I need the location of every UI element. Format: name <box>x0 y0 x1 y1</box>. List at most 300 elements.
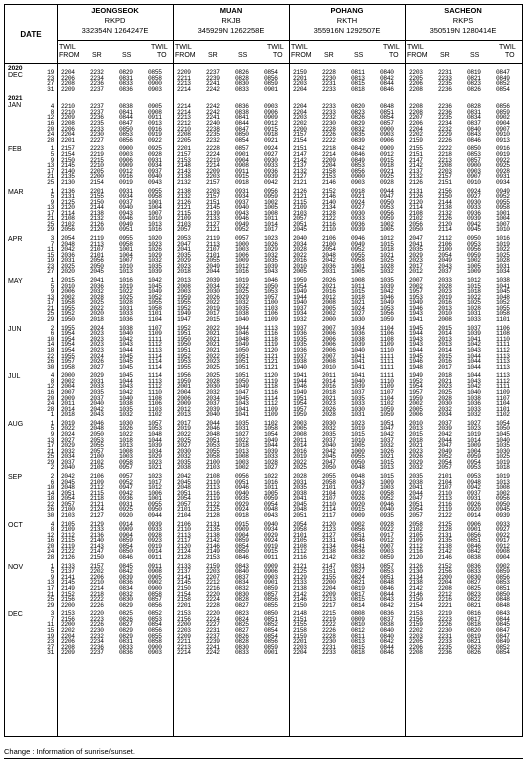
ss-cell: 0846 <box>467 542 481 550</box>
ss-cell: 1051 <box>235 358 249 366</box>
sr-cell: 2044 <box>438 436 452 444</box>
ss-cell: 0836 <box>119 649 133 657</box>
sr-cell: 2230 <box>90 626 104 634</box>
twil-to-cell: 0903 <box>148 85 162 93</box>
twil-to-cell: 0903 <box>264 103 278 111</box>
ss-cell: 0930 <box>351 209 365 217</box>
sr-cell: 2058 <box>322 478 336 486</box>
sr-cell: 2044 <box>206 419 220 427</box>
sr-cell: 2118 <box>90 495 104 503</box>
sr-cell: 2146 <box>322 178 336 186</box>
ss-cell: 1045 <box>119 358 133 366</box>
twil-to-cell: 1039 <box>148 268 162 276</box>
ss-cell: 0823 <box>467 643 481 651</box>
sr-cell: 2125 <box>438 520 452 528</box>
sr-cell: 2108 <box>206 473 220 481</box>
twil-to-cell: 1032 <box>380 442 394 450</box>
twil-to-cell: 1045 <box>496 431 510 439</box>
twil-from-cell: 2038 <box>177 464 191 472</box>
sr-cell: 2120 <box>438 220 452 228</box>
twil-to-cell: 1023 <box>148 473 162 481</box>
twil-from-cell: 2010 <box>409 419 423 427</box>
sr-cell: 2144 <box>438 198 452 206</box>
ss-cell: 1038 <box>235 310 249 318</box>
twil-from-cell: 1954 <box>409 383 423 391</box>
sr-cell: 2110 <box>206 478 220 486</box>
ss-cell: 0900 <box>351 173 365 181</box>
twil-to-cell: 0907 <box>496 125 510 133</box>
day-cell: 17 <box>47 442 54 450</box>
sr-cell: 2241 <box>206 643 220 651</box>
sr-cell: 2024 <box>90 352 104 360</box>
day-cell: 10 <box>47 335 54 343</box>
twil-to-cell: 1012 <box>148 484 162 492</box>
twil-to-cell: 1034 <box>496 268 510 276</box>
day-cell: 5 <box>50 193 54 201</box>
ss-cell: 1041 <box>467 335 481 343</box>
twil-from-cell: 2109 <box>177 215 191 223</box>
day-cell: 8 <box>50 377 54 385</box>
ss-label: SS <box>354 52 364 59</box>
twil-to-cell: 1026 <box>380 447 394 455</box>
sr-cell: 2200 <box>90 173 104 181</box>
ss-cell: 0931 <box>235 187 249 195</box>
twil-to-cell: 0854 <box>264 626 278 634</box>
twil-from-cell: 2002 <box>61 377 75 385</box>
sr-cell: 2129 <box>90 520 104 528</box>
ss-cell: 1035 <box>119 405 133 413</box>
sr-cell: 2042 <box>322 257 336 265</box>
twil-from-cell: 2155 <box>293 621 307 629</box>
twil-from-cell: 1943 <box>409 341 423 349</box>
ss-cell: 0826 <box>235 69 249 76</box>
twil-to-cell: 0855 <box>148 632 162 640</box>
sr-cell: 2021 <box>206 341 220 349</box>
sr-cell: 2219 <box>322 615 336 623</box>
ss-cell: 0901 <box>467 526 481 534</box>
sr-cell: 2028 <box>322 411 336 419</box>
twil-from-cell: 2206 <box>61 74 75 82</box>
twil-to-cell: 1049 <box>148 288 162 296</box>
sr-cell: 2231 <box>206 626 220 634</box>
sr-cell: 2112 <box>90 484 104 492</box>
ss-cell: 0850 <box>119 125 133 133</box>
twil-to-cell: 1118 <box>264 335 278 343</box>
twil-to-cell: 1008 <box>264 209 278 217</box>
ss-cell: 0904 <box>235 531 249 539</box>
twil-from-cell: 2208 <box>61 80 75 88</box>
ss-cell: 1019 <box>467 431 481 439</box>
twil-from-cell: 2156 <box>61 596 75 604</box>
twil-to-cell: 0931 <box>496 173 510 181</box>
twil-from-cell: 2058 <box>409 520 423 528</box>
sr-cell: 2006 <box>322 335 336 343</box>
ss-cell: 1018 <box>351 293 365 301</box>
ss-cell: 0833 <box>235 85 249 93</box>
ss-cell: 0915 <box>235 173 249 181</box>
sr-cell: 2142 <box>322 553 336 561</box>
twil-to-cell: 0956 <box>496 495 510 503</box>
day-cell: 24 <box>47 131 54 139</box>
twil-from-cell: 2024 <box>61 431 75 439</box>
day-cell: 29 <box>47 601 54 609</box>
ss-cell: 1005 <box>467 262 481 270</box>
twil-to-cell: 1032 <box>380 268 394 276</box>
day-cell: 26 <box>47 358 54 366</box>
ss-label: SS <box>122 52 132 59</box>
ss-cell: 0943 <box>119 209 133 217</box>
twil-to-cell: 0915 <box>264 548 278 556</box>
twil-from-cell: 1957 <box>409 288 423 296</box>
ss-cell: 0940 <box>235 204 249 212</box>
sr-cell: 2046 <box>206 425 220 433</box>
twil-from-cell: 1937 <box>293 324 307 332</box>
twil-to-cell: 0955 <box>496 198 510 206</box>
twil-from-cell: 2035 <box>293 484 307 492</box>
twil-from-cell: 2034 <box>61 453 75 461</box>
twil-from-cell: 2104 <box>177 511 191 519</box>
twil-from-cell: 1949 <box>293 388 307 396</box>
twil-to-cell: 1109 <box>264 315 278 323</box>
twil-from-cell: 2109 <box>409 537 423 545</box>
sr-cell: 2015 <box>438 324 452 332</box>
twil-to-cell: 0906 <box>380 136 394 144</box>
twil-to-cell: 0939 <box>148 520 162 528</box>
ss-cell: 0840 <box>467 125 481 133</box>
ss-cell: 1002 <box>235 464 249 472</box>
twil-from-cell: 2129 <box>293 573 307 581</box>
twil-from-cell: 2100 <box>61 506 75 514</box>
ss-cell: 0952 <box>119 478 133 486</box>
twil-to-cell: 0919 <box>496 150 510 158</box>
twil-from-cell: 1935 <box>293 335 307 343</box>
twil-to-cell: 1023 <box>264 235 278 243</box>
ss-cell: 0939 <box>467 215 481 223</box>
twil-from-cell: 2108 <box>61 215 75 223</box>
ss-cell: 1010 <box>351 436 365 444</box>
twil-from-cell: 2148 <box>293 610 307 618</box>
twil-to-cell: 1029 <box>264 246 278 254</box>
twil-to-cell: 0948 <box>264 506 278 514</box>
twil-to-cell: 0934 <box>264 526 278 534</box>
twil-from-cell: 2138 <box>293 584 307 592</box>
ss-cell: 0850 <box>467 145 481 153</box>
month-label: JAN <box>8 102 22 110</box>
twil-to-cell: 0856 <box>148 626 162 634</box>
twil-to-cell: 0937 <box>148 167 162 175</box>
sr-cell: 2018 <box>90 315 104 323</box>
footer-divider <box>4 758 523 759</box>
ss-cell: 1003 <box>235 458 249 466</box>
twil-to-cell: 0909 <box>380 145 394 153</box>
twil-from-cell: 2204 <box>293 85 307 93</box>
sr-cell: 2028 <box>438 282 452 290</box>
twil-to-cell: 1049 <box>380 299 394 307</box>
from-label: FROM <box>59 52 80 59</box>
ss-cell: 0958 <box>351 257 365 265</box>
twil-from-cell: 2054 <box>61 495 75 503</box>
twil-to-cell: 0847 <box>496 626 510 634</box>
ss-cell: 0818 <box>351 649 365 657</box>
day-cell: 29 <box>47 226 54 234</box>
ss-cell: 1012 <box>467 277 481 285</box>
day-cell: 3 <box>50 235 54 243</box>
twil-from-cell: 2133 <box>61 562 75 570</box>
ss-cell: 0830 <box>235 80 249 88</box>
ss-cell: 0850 <box>235 131 249 139</box>
twil-from-cell: 2034 <box>293 240 307 248</box>
twil-from-cell: 2208 <box>61 120 75 128</box>
sr-cell: 2121 <box>90 500 104 508</box>
ss-cell: 0946 <box>119 215 133 223</box>
sr-cell: 2224 <box>206 150 220 158</box>
month-block <box>5 421 522 471</box>
ss-cell: 0937 <box>351 484 365 492</box>
ss-cell: 0916 <box>119 173 133 181</box>
ss-cell: 0839 <box>351 136 365 144</box>
ss-cell: 1009 <box>467 442 481 450</box>
ss-cell: 0908 <box>235 162 249 170</box>
ss-cell: 1040 <box>235 315 249 323</box>
sr-cell: 2154 <box>90 178 104 186</box>
sr-cell: 2235 <box>438 80 452 88</box>
twil-to-cell: 1005 <box>264 489 278 497</box>
twil-to-cell: 1121 <box>264 352 278 360</box>
twil-from-cell: 2137 <box>409 167 423 175</box>
sr-cell: 2033 <box>90 383 104 391</box>
ss-cell: 0820 <box>467 626 481 634</box>
sr-cell: 2226 <box>438 136 452 144</box>
sr-label: SR <box>324 52 334 59</box>
sr-cell: 2054 <box>438 458 452 466</box>
ss-cell: 0953 <box>467 473 481 481</box>
day-cell: 5 <box>50 150 54 158</box>
sr-cell: 2228 <box>322 69 336 76</box>
ss-cell: 1008 <box>351 277 365 285</box>
ss-cell: 0957 <box>119 464 133 472</box>
sr-cell: 2233 <box>322 649 336 657</box>
twil-from-cell: 2018 <box>61 411 75 419</box>
twil-from-cell: 2154 <box>61 150 75 158</box>
sr-cell: 2212 <box>206 579 220 587</box>
twil-from-cell: 2130 <box>61 178 75 186</box>
twil-from-cell: 1944 <box>293 377 307 385</box>
sr-cell: 2101 <box>206 251 220 259</box>
ss-cell: 0833 <box>235 649 249 657</box>
ss-cell: 0851 <box>351 531 365 539</box>
day-cell: 9 <box>50 156 54 164</box>
sr-cell: 2017 <box>438 363 452 371</box>
ss-cell: 1049 <box>235 383 249 391</box>
twil-from-cell: 2214 <box>177 108 191 116</box>
to-label: TO <box>389 52 399 59</box>
twil-from-cell: 2031 <box>293 478 307 486</box>
ss-cell: 1005 <box>351 268 365 276</box>
twil-to-cell: 1102 <box>264 419 278 427</box>
sr-cell: 2237 <box>90 103 104 111</box>
twil-to-cell: 1106 <box>264 310 278 318</box>
ss-cell: 0907 <box>467 173 481 181</box>
day-cell: 28 <box>47 405 54 413</box>
twil-from-cell: 2153 <box>177 610 191 618</box>
ss-cell: 0839 <box>119 573 133 581</box>
twil-from-cell: 2204 <box>293 649 307 657</box>
sr-cell: 2115 <box>90 489 104 497</box>
twil-to-cell: 0911 <box>148 553 162 561</box>
table-row <box>5 227 522 233</box>
ss-cell: 0946 <box>235 215 249 223</box>
twil-to-cell: 1003 <box>380 484 394 492</box>
sr-cell: 2026 <box>322 405 336 413</box>
sr-cell: 2228 <box>206 145 220 153</box>
ss-cell: 1033 <box>467 405 481 413</box>
sr-cell: 2128 <box>322 209 336 217</box>
twil-to-cell: 0900 <box>148 643 162 651</box>
sr-cell: 2127 <box>206 220 220 228</box>
ss-cell: 0933 <box>351 215 365 223</box>
sr-cell: 2235 <box>90 120 104 128</box>
twil-from-cell: 1949 <box>177 310 191 318</box>
sr-cell: 2146 <box>322 193 336 201</box>
sr-cell: 2046 <box>90 419 104 427</box>
month-label: JUN <box>8 325 22 333</box>
twil-from-cell: 2018 <box>177 268 191 276</box>
twil-from-cell: 2022 <box>293 251 307 259</box>
ss-cell: 0827 <box>235 601 249 609</box>
twil-label: TWIL <box>291 44 308 51</box>
twil-from-cell: 2125 <box>61 198 75 206</box>
twil-from-cell: 2207 <box>409 114 423 122</box>
twil-from-cell: 2213 <box>177 80 191 88</box>
sr-cell: 2036 <box>322 262 336 270</box>
ss-cell: 1042 <box>119 388 133 396</box>
twil-from-cell: 1952 <box>177 324 191 332</box>
twil-to-cell: 1114 <box>148 358 162 366</box>
sr-cell: 2022 <box>206 324 220 332</box>
ss-cell: 0832 <box>235 584 249 592</box>
twil-from-cell: 2138 <box>177 187 191 195</box>
day-cell: 9 <box>50 198 54 206</box>
twil-from-cell: 2027 <box>61 436 75 444</box>
twil-from-cell: 2015 <box>61 277 75 285</box>
day-cell: 27 <box>47 80 54 88</box>
sr-cell: 2050 <box>90 262 104 270</box>
ss-cell: 1039 <box>351 341 365 349</box>
sr-cell: 2231 <box>438 632 452 640</box>
ss-cell: 0836 <box>119 579 133 587</box>
twil-to-cell: 1018 <box>496 464 510 472</box>
twil-to-cell: 1106 <box>380 330 394 338</box>
sr-cell: 2039 <box>438 425 452 433</box>
ss-cell: 0956 <box>235 473 249 481</box>
twil-to-cell: 0933 <box>264 162 278 170</box>
ss-cell: 0815 <box>351 596 365 604</box>
ss-cell: 1044 <box>467 352 481 360</box>
sr-cell: 2021 <box>206 330 220 338</box>
ss-cell: 1045 <box>235 394 249 402</box>
ss-cell: 1019 <box>235 277 249 285</box>
twil-from-cell: 2204 <box>61 632 75 640</box>
sr-cell: 2144 <box>90 204 104 212</box>
sr-cell: 2037 <box>322 436 336 444</box>
sr-cell: 2050 <box>322 464 336 472</box>
twil-from-cell: 2150 <box>409 596 423 604</box>
twil-to-cell: 1057 <box>148 419 162 427</box>
twil-from-cell: 1952 <box>177 352 191 360</box>
sr-cell: 2236 <box>90 114 104 122</box>
sr-cell: 2053 <box>90 436 104 444</box>
sr-cell: 2021 <box>438 377 452 385</box>
sr-cell: 2209 <box>322 590 336 598</box>
day-cell: 11 <box>47 621 54 629</box>
twil-from-cell: 2211 <box>177 74 191 82</box>
ss-cell: 0930 <box>467 198 481 206</box>
ss-cell: 1040 <box>119 330 133 338</box>
day-cell: 22 <box>47 352 54 360</box>
twil-from-cell: 2050 <box>409 226 423 234</box>
sr-cell: 2100 <box>322 240 336 248</box>
sr-cell: 2007 <box>322 352 336 360</box>
ss-cell: 0910 <box>467 178 481 186</box>
ss-cell: 1044 <box>119 377 133 385</box>
sr-cell: 2131 <box>322 537 336 545</box>
twil-to-cell: 1012 <box>380 235 394 243</box>
ss-cell: 0902 <box>351 520 365 528</box>
ss-cell: 0823 <box>467 80 481 88</box>
sr-cell: 2107 <box>438 484 452 492</box>
twil-from-cell: 2115 <box>61 537 75 545</box>
ss-cell: 0850 <box>119 548 133 556</box>
twil-from-cell: 2012 <box>409 268 423 276</box>
twil-to-cell: 0857 <box>380 562 394 570</box>
twil-from-cell: 1954 <box>293 282 307 290</box>
sr-cell: 2030 <box>206 383 220 391</box>
twil-from-cell: 2214 <box>177 649 191 657</box>
sr-cell: 2054 <box>438 251 452 259</box>
sr-cell: 2032 <box>322 425 336 433</box>
twil-to-cell: 1042 <box>380 288 394 296</box>
sr-cell: 2016 <box>322 288 336 296</box>
ss-cell: 1043 <box>119 341 133 349</box>
ss-cell: 1042 <box>467 383 481 391</box>
twil-from-cell: 2157 <box>177 150 191 158</box>
day-cell: 24 <box>47 548 54 556</box>
twil-to-cell: 1113 <box>264 324 278 332</box>
twil-to-cell: 0843 <box>496 610 510 618</box>
ss-cell: 0942 <box>467 484 481 492</box>
sr-cell: 2119 <box>206 495 220 503</box>
twil-to-cell: 0855 <box>264 601 278 609</box>
twil-to-cell: 0844 <box>380 643 394 651</box>
twil-to-cell: 0854 <box>496 85 510 93</box>
twil-to-cell: 0921 <box>264 136 278 144</box>
sr-cell: 2145 <box>206 204 220 212</box>
ss-cell: 1019 <box>351 425 365 433</box>
ss-cell: 0940 <box>235 489 249 497</box>
twil-to-cell: 1046 <box>380 293 394 301</box>
twil-from-cell: 2203 <box>293 80 307 88</box>
sr-cell: 2008 <box>322 299 336 307</box>
twil-from-cell: 1953 <box>409 293 423 301</box>
twil-from-cell: 2214 <box>177 85 191 93</box>
sr-cell: 2127 <box>322 531 336 539</box>
sr-cell: 2155 <box>322 573 336 581</box>
table-row <box>5 650 522 656</box>
twil-from-cell: 2054 <box>177 495 191 503</box>
day-cell: 1 <box>50 277 54 285</box>
twil-from-cell: 2153 <box>177 156 191 164</box>
twil-from-cell: 2156 <box>177 615 191 623</box>
